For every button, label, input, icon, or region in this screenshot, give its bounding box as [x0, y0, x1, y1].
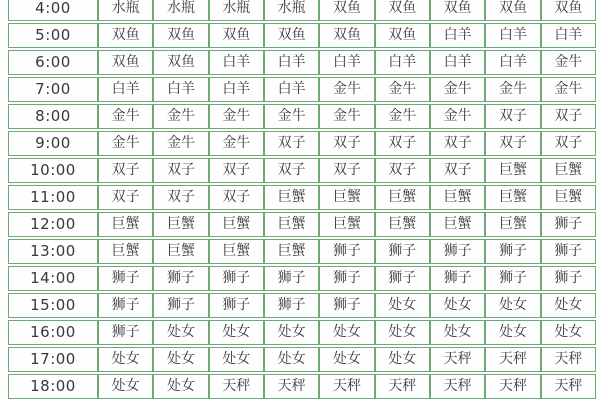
- ascendant-table-body: [8, 0, 596, 399]
- sign-cell: 巨蟹: [485, 185, 540, 210]
- sign-cell: 双子: [209, 185, 264, 210]
- table-row: [8, 23, 596, 48]
- sign-cell: 狮子: [209, 293, 264, 318]
- sign-cell: 双子: [430, 158, 485, 183]
- time-cell: 6:00: [8, 50, 98, 75]
- sign-cell: 处女: [541, 320, 596, 345]
- table-row: [8, 239, 596, 264]
- time-cell: 11:00: [8, 185, 98, 210]
- sign-cell: 金牛: [430, 104, 485, 129]
- sign-cell: 巨蟹: [430, 212, 485, 237]
- sign-cell: 金牛: [541, 77, 596, 102]
- sign-cell: 金牛: [375, 77, 430, 102]
- sign-cell: 水瓶: [264, 0, 319, 21]
- sign-cell: 双鱼: [375, 0, 430, 21]
- sign-cell: 水瓶: [153, 0, 208, 21]
- sign-cell: 天秤: [430, 374, 485, 399]
- sign-cell: 白羊: [485, 50, 540, 75]
- sign-cell: 双鱼: [375, 23, 430, 48]
- time-cell: 18:00: [8, 374, 98, 399]
- table-row: [8, 104, 596, 129]
- ascendant-table: [8, 0, 596, 400]
- sign-cell: 金牛: [98, 131, 153, 156]
- sign-cell: 处女: [153, 320, 208, 345]
- sign-cell: 金牛: [430, 77, 485, 102]
- sign-cell: 天秤: [485, 374, 540, 399]
- sign-cell: 双鱼: [153, 50, 208, 75]
- sign-cell: 白羊: [541, 23, 596, 48]
- sign-cell: 处女: [375, 293, 430, 318]
- sign-cell: 金牛: [153, 104, 208, 129]
- sign-cell: 处女: [430, 293, 485, 318]
- sign-cell: 金牛: [209, 131, 264, 156]
- sign-cell: 巨蟹: [375, 185, 430, 210]
- sign-cell: 处女: [430, 320, 485, 345]
- sign-cell: 巨蟹: [485, 158, 540, 183]
- sign-cell: 金牛: [485, 77, 540, 102]
- sign-cell: 巨蟹: [209, 239, 264, 264]
- sign-cell: 双子: [153, 185, 208, 210]
- sign-cell: 白羊: [209, 77, 264, 102]
- sign-cell: 天秤: [209, 374, 264, 399]
- sign-cell: 双子: [541, 104, 596, 129]
- table-row: [8, 212, 596, 237]
- sign-cell: 处女: [541, 293, 596, 318]
- sign-cell: 双子: [375, 158, 430, 183]
- sign-cell: 白羊: [98, 77, 153, 102]
- table-row: [8, 0, 596, 21]
- sign-cell: 天秤: [264, 374, 319, 399]
- sign-cell: 双鱼: [264, 23, 319, 48]
- sign-cell: 狮子: [153, 266, 208, 291]
- table-row: [8, 266, 596, 291]
- sign-cell: 巨蟹: [264, 212, 319, 237]
- sign-cell: 双子: [209, 158, 264, 183]
- sign-cell: 双子: [98, 158, 153, 183]
- sign-cell: 巨蟹: [319, 185, 374, 210]
- sign-cell: 白羊: [430, 50, 485, 75]
- sign-cell: 双鱼: [319, 0, 374, 21]
- time-cell: 16:00: [8, 320, 98, 345]
- sign-cell: 巨蟹: [541, 158, 596, 183]
- sign-cell: 巨蟹: [319, 212, 374, 237]
- sign-cell: 狮子: [264, 266, 319, 291]
- sign-cell: 天秤: [375, 374, 430, 399]
- sign-cell: 双鱼: [485, 0, 540, 21]
- time-cell: 14:00: [8, 266, 98, 291]
- sign-cell: 天秤: [319, 374, 374, 399]
- sign-cell: 白羊: [264, 50, 319, 75]
- table-row: [8, 77, 596, 102]
- sign-cell: 水瓶: [98, 0, 153, 21]
- sign-cell: 双鱼: [541, 0, 596, 21]
- sign-cell: 双鱼: [430, 0, 485, 21]
- sign-cell: 巨蟹: [375, 212, 430, 237]
- time-cell: 12:00: [8, 212, 98, 237]
- sign-cell: 双鱼: [98, 23, 153, 48]
- time-cell: 9:00: [8, 131, 98, 156]
- sign-cell: 白羊: [319, 50, 374, 75]
- sign-cell: 处女: [485, 293, 540, 318]
- sign-cell: 狮子: [541, 239, 596, 264]
- time-cell: 4:00: [8, 0, 98, 21]
- sign-cell: 处女: [209, 347, 264, 372]
- sign-cell: 金牛: [319, 77, 374, 102]
- sign-cell: 处女: [319, 320, 374, 345]
- sign-cell: 双子: [485, 104, 540, 129]
- sign-cell: 双鱼: [209, 23, 264, 48]
- sign-cell: 巨蟹: [485, 212, 540, 237]
- time-cell: 10:00: [8, 158, 98, 183]
- table-row: [8, 347, 596, 372]
- sign-cell: 天秤: [541, 374, 596, 399]
- sign-cell: 狮子: [319, 266, 374, 291]
- sign-cell: 双子: [98, 185, 153, 210]
- sign-cell: 金牛: [98, 104, 153, 129]
- sign-cell: 双子: [319, 131, 374, 156]
- sign-cell: 处女: [264, 347, 319, 372]
- sign-cell: 处女: [485, 320, 540, 345]
- time-cell: 5:00: [8, 23, 98, 48]
- sign-cell: 白羊: [375, 50, 430, 75]
- sign-cell: 狮子: [485, 266, 540, 291]
- sign-cell: 狮子: [98, 266, 153, 291]
- sign-cell: 白羊: [485, 23, 540, 48]
- time-cell: 8:00: [8, 104, 98, 129]
- sign-cell: 狮子: [375, 266, 430, 291]
- sign-cell: 处女: [375, 347, 430, 372]
- table-row: [8, 185, 596, 210]
- sign-cell: 巨蟹: [264, 239, 319, 264]
- sign-cell: 白羊: [430, 23, 485, 48]
- sign-cell: 处女: [98, 347, 153, 372]
- sign-cell: 金牛: [319, 104, 374, 129]
- sign-cell: 狮子: [98, 293, 153, 318]
- table-row: [8, 131, 596, 156]
- sign-cell: 处女: [209, 320, 264, 345]
- sign-cell: 处女: [153, 374, 208, 399]
- sign-cell: 处女: [98, 374, 153, 399]
- sign-cell: 巨蟹: [153, 239, 208, 264]
- table-row: [8, 158, 596, 183]
- sign-cell: 金牛: [541, 50, 596, 75]
- sign-cell: 双子: [264, 131, 319, 156]
- sign-cell: 巨蟹: [541, 185, 596, 210]
- table-row: [8, 50, 596, 75]
- time-cell: 13:00: [8, 239, 98, 264]
- time-cell: 7:00: [8, 77, 98, 102]
- sign-cell: 处女: [264, 320, 319, 345]
- sign-cell: 巨蟹: [264, 185, 319, 210]
- sign-cell: 天秤: [485, 347, 540, 372]
- sign-cell: 双子: [430, 131, 485, 156]
- sign-cell: 狮子: [541, 212, 596, 237]
- table-row: [8, 374, 596, 399]
- sign-cell: 双鱼: [319, 23, 374, 48]
- sign-cell: 双子: [153, 158, 208, 183]
- sign-cell: 狮子: [430, 266, 485, 291]
- sign-cell: 白羊: [264, 77, 319, 102]
- sign-cell: 金牛: [375, 104, 430, 129]
- table-row: [8, 293, 596, 318]
- sign-cell: 双鱼: [98, 50, 153, 75]
- sign-cell: 狮子: [98, 320, 153, 345]
- sign-cell: 处女: [375, 320, 430, 345]
- sign-cell: 狮子: [153, 293, 208, 318]
- sign-cell: 金牛: [264, 104, 319, 129]
- sign-cell: 狮子: [375, 239, 430, 264]
- sign-cell: 巨蟹: [430, 185, 485, 210]
- sign-cell: 双子: [485, 131, 540, 156]
- sign-cell: 巨蟹: [153, 212, 208, 237]
- sign-cell: 处女: [319, 347, 374, 372]
- sign-cell: 狮子: [264, 293, 319, 318]
- sign-cell: 金牛: [209, 104, 264, 129]
- sign-cell: 双子: [319, 158, 374, 183]
- sign-cell: 双子: [541, 131, 596, 156]
- time-cell: 15:00: [8, 293, 98, 318]
- sign-cell: 狮子: [319, 239, 374, 264]
- sign-cell: 巨蟹: [98, 212, 153, 237]
- table-row: [8, 320, 596, 345]
- sign-cell: 狮子: [485, 239, 540, 264]
- sign-cell: 巨蟹: [98, 239, 153, 264]
- sign-cell: 天秤: [430, 347, 485, 372]
- sign-cell: 双鱼: [153, 23, 208, 48]
- sign-cell: 狮子: [541, 266, 596, 291]
- sign-cell: 巨蟹: [209, 212, 264, 237]
- sign-cell: 白羊: [153, 77, 208, 102]
- sign-cell: 金牛: [153, 131, 208, 156]
- sign-cell: 水瓶: [209, 0, 264, 21]
- sign-cell: 处女: [153, 347, 208, 372]
- sign-cell: 狮子: [209, 266, 264, 291]
- sign-cell: 双子: [375, 131, 430, 156]
- sign-cell: 天秤: [541, 347, 596, 372]
- time-cell: 17:00: [8, 347, 98, 372]
- sign-cell: 白羊: [209, 50, 264, 75]
- sign-cell: 狮子: [319, 293, 374, 318]
- sign-cell: 狮子: [430, 239, 485, 264]
- sign-cell: 双子: [264, 158, 319, 183]
